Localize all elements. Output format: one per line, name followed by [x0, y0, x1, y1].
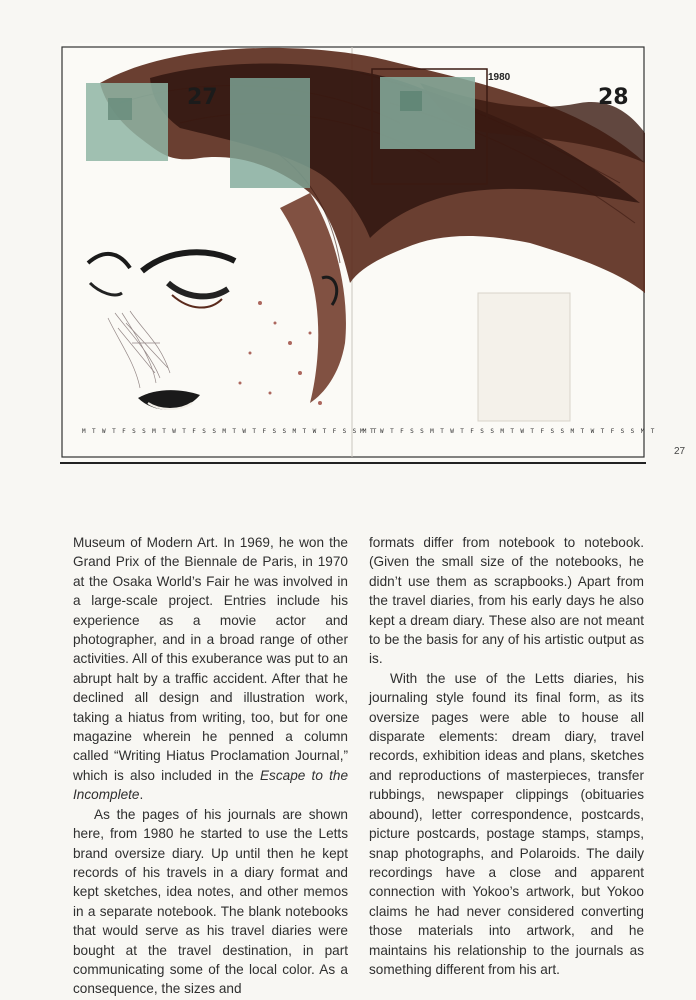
- artwork-face-hair: [60, 43, 656, 462]
- paragraph: formats differ from notebook to notebook. (Given the small size of the notebooks, he didn’t use them as scrapbooks.) Apart from the travel diaries, from his early days he also kept a dream diary. These also are not meant to be the basis for any of his artistic output as is.: [369, 535, 644, 667]
- page-folio: 27: [674, 446, 686, 457]
- text-column-left: [73, 533, 348, 999]
- paragraph: [73, 533, 348, 805]
- calendar-strip-right: M T W T F S S M T W T F S S M T W T F S S M T W T F S S M T: [360, 428, 656, 435]
- paragraph-text: Museum of Modern Art. In 1969, he won the Grand Prix of the Biennale de Paris, in 1970 at the Osaka World’s Fair he was involved in a large-scale project. Entries include his experience as a movie actor and photographer, and in a broad range of other activities. All of this exuberance was put to an abrupt halt by a traffic accident. After that he declined all design and illustration work, taking a hiatus from writing, too, but for one magazine wherein he penned a column called “Writing Hiatus Proclamation Journal,” which is also included in the: [73, 535, 348, 783]
- paragraph: With the use of the Letts diaries, his journaling style found its final form, as its oversize pages were able to house all disparate elements: dream diary, travel records, exhibition ideas and plans, sketches and reproductions of masterpieces, transfer rubbings, newspaper clippings (obituaries abound), letter correspondence, postcards, picture postcards, postage stamps, stamps, snap photographs, and Polaroids. The daily recordings have a close and apparent connection with Yokoo’s artwork, but Yokoo claims he had never considered converting those materials into artwork, and he maintains his relationship to the journals as something different from his art.: [369, 670, 644, 977]
- calendar-strip-left: M T W T F S S M T W T F S S M T W T F S S M T W T F S S M T: [82, 428, 378, 435]
- text-column-right: [369, 533, 644, 979]
- spread-left-page-number: 27: [187, 85, 218, 110]
- spread-year: 1980: [488, 72, 511, 83]
- book-title-italic: Escape to the Incomplete: [73, 767, 349, 803]
- paragraph: As the pages of his journals are shown here, from 1980 he started to use the Letts brand oversize diary. Up until then he kept records of his travels in a diary format and kept sketches, idea notes, and other memos in a separate notebook. The blank notebooks that would serve as his travel diaries were bought at the travel destination, in part communicating some of the local color. As a consequence, the sizes and: [73, 806, 348, 997]
- diary-spread-illustration: [60, 43, 656, 464]
- paragraph-end: .: [139, 787, 144, 803]
- spread-right-page-number: 28: [598, 85, 629, 110]
